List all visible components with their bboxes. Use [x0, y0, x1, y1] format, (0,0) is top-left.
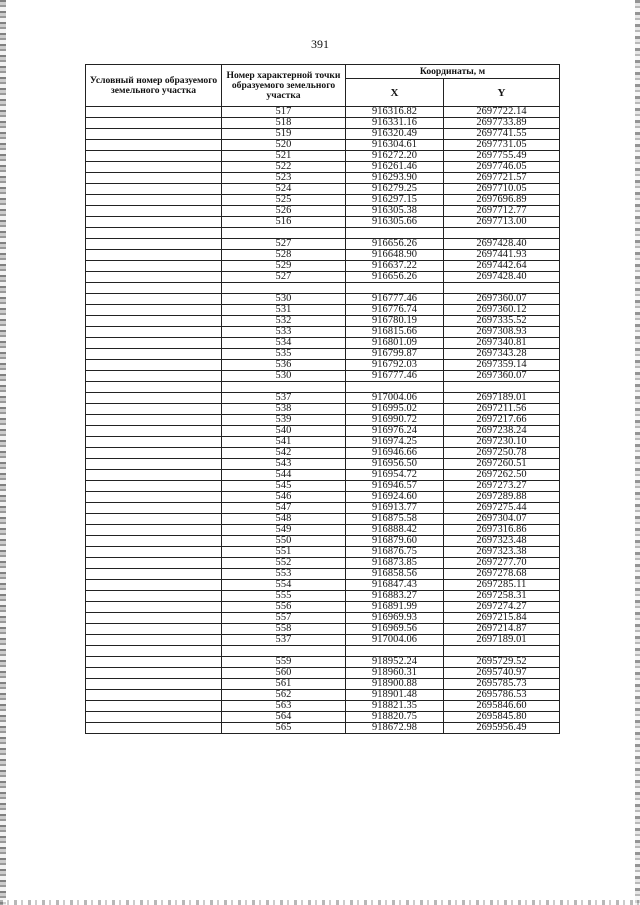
x-coordinate-cell: 916777.46 [346, 294, 444, 305]
table-row [86, 679, 560, 690]
x-coordinate-cell: 916320.49 [346, 129, 444, 140]
point-number-cell: 533 [222, 327, 346, 338]
plot-cell [86, 712, 222, 723]
table-row [86, 624, 560, 635]
table-row [86, 338, 560, 349]
y-coordinate-cell: 2697360.07 [444, 294, 560, 305]
table-row [86, 162, 560, 173]
scan-edge-left [0, 0, 6, 905]
y-coordinate-cell: 2697731.05 [444, 140, 560, 151]
y-coordinate-cell: 2697274.27 [444, 602, 560, 613]
y-coordinate-cell: 2697721.57 [444, 173, 560, 184]
x-coordinate-cell: 916656.26 [346, 239, 444, 250]
x-coordinate-cell: 916847.43 [346, 580, 444, 591]
plot-cell [86, 393, 222, 404]
x-coordinate-cell: 918820.75 [346, 712, 444, 723]
table-row [86, 459, 560, 470]
plot-cell [86, 701, 222, 712]
x-coordinate-cell: 916891.99 [346, 602, 444, 613]
table-row [86, 415, 560, 426]
y-coordinate-cell: 2697323.38 [444, 547, 560, 558]
point-number-cell: 553 [222, 569, 346, 580]
point-number-cell: 561 [222, 679, 346, 690]
y-coordinate-cell: 2697262.50 [444, 470, 560, 481]
table-row [86, 712, 560, 723]
plot-cell [86, 602, 222, 613]
y-coordinate-cell: 2697214.87 [444, 624, 560, 635]
table-row [86, 184, 560, 195]
table-row [86, 602, 560, 613]
table-row [86, 503, 560, 514]
x-coordinate-cell: 918952.24 [346, 657, 444, 668]
plot-cell [86, 327, 222, 338]
x-coordinate-cell: 916913.77 [346, 503, 444, 514]
x-coordinate-cell: 916956.50 [346, 459, 444, 470]
y-coordinate-cell: 2697755.49 [444, 151, 560, 162]
header-y: Y [444, 79, 560, 107]
point-number-cell: 563 [222, 701, 346, 712]
table-row [86, 228, 560, 239]
plot-cell [86, 459, 222, 470]
page-number: 391 [311, 37, 329, 51]
plot-cell [86, 294, 222, 305]
table-row [86, 349, 560, 360]
y-coordinate-cell: 2695786.53 [444, 690, 560, 701]
y-coordinate-cell: 2697289.88 [444, 492, 560, 503]
table-row [86, 470, 560, 481]
x-coordinate-cell: 916946.66 [346, 448, 444, 459]
x-coordinate-cell: 916648.90 [346, 250, 444, 261]
y-coordinate-cell: 2695740.97 [444, 668, 560, 679]
table-row [86, 690, 560, 701]
plot-cell [86, 613, 222, 624]
y-coordinate-cell: 2697217.66 [444, 415, 560, 426]
y-coordinate-cell: 2697316.86 [444, 525, 560, 536]
point-number-cell: 549 [222, 525, 346, 536]
plot-cell [86, 525, 222, 536]
y-coordinate-cell: 2697359.14 [444, 360, 560, 371]
plot-cell [86, 514, 222, 525]
table-row [86, 393, 560, 404]
x-coordinate-cell: 918821.35 [346, 701, 444, 712]
point-number-cell: 528 [222, 250, 346, 261]
x-coordinate-cell: 916976.24 [346, 426, 444, 437]
plot-cell [86, 591, 222, 602]
y-coordinate-cell: 2697710.05 [444, 184, 560, 195]
point-number-cell: 540 [222, 426, 346, 437]
plot-cell [86, 580, 222, 591]
x-coordinate-cell: 916305.38 [346, 206, 444, 217]
point-number-cell: 534 [222, 338, 346, 349]
y-coordinate-cell: 2697285.11 [444, 580, 560, 591]
x-coordinate-cell: 916876.75 [346, 547, 444, 558]
table-row [86, 239, 560, 250]
x-coordinate-cell: 918672.98 [346, 723, 444, 734]
table-row [86, 492, 560, 503]
y-coordinate-cell: 2697428.40 [444, 272, 560, 283]
y-coordinate-cell: 2695785.73 [444, 679, 560, 690]
point-number-cell: 556 [222, 602, 346, 613]
x-coordinate-cell [346, 646, 444, 657]
table-row [86, 404, 560, 415]
plot-cell [86, 371, 222, 382]
x-coordinate-cell: 916946.57 [346, 481, 444, 492]
x-coordinate-cell: 916780.19 [346, 316, 444, 327]
point-number-cell: 560 [222, 668, 346, 679]
y-coordinate-cell: 2695956.49 [444, 723, 560, 734]
plot-cell [86, 382, 222, 393]
table-row [86, 514, 560, 525]
table-row [86, 195, 560, 206]
x-coordinate-cell: 918960.31 [346, 668, 444, 679]
point-number-cell [222, 228, 346, 239]
y-coordinate-cell: 2697273.27 [444, 481, 560, 492]
table-row [86, 701, 560, 712]
point-number-cell: 552 [222, 558, 346, 569]
table-row [86, 316, 560, 327]
plot-cell [86, 437, 222, 448]
plot-cell [86, 206, 222, 217]
plot-cell [86, 217, 222, 228]
y-coordinate-cell [444, 646, 560, 657]
point-number-cell: 558 [222, 624, 346, 635]
y-coordinate-cell: 2697258.31 [444, 591, 560, 602]
y-coordinate-cell: 2697741.55 [444, 129, 560, 140]
x-coordinate-cell: 916305.66 [346, 217, 444, 228]
point-number-cell: 524 [222, 184, 346, 195]
table-body [86, 107, 560, 734]
x-coordinate-cell [346, 283, 444, 294]
header-coordinates: Координаты, м [346, 65, 560, 79]
y-coordinate-cell: 2697696.89 [444, 195, 560, 206]
table-row [86, 448, 560, 459]
plot-cell [86, 547, 222, 558]
point-number-cell: 529 [222, 261, 346, 272]
point-number-cell: 518 [222, 118, 346, 129]
y-coordinate-cell: 2697428.40 [444, 239, 560, 250]
point-number-cell: 543 [222, 459, 346, 470]
y-coordinate-cell: 2697441.93 [444, 250, 560, 261]
header-plot-number: Условный номер образуемого земельного участка [86, 65, 222, 107]
table-row [86, 140, 560, 151]
table-row [86, 217, 560, 228]
table-row [86, 558, 560, 569]
y-coordinate-cell: 2697360.07 [444, 371, 560, 382]
x-coordinate-cell: 917004.06 [346, 635, 444, 646]
point-number-cell: 521 [222, 151, 346, 162]
table-row [86, 382, 560, 393]
point-number-cell: 539 [222, 415, 346, 426]
point-number-cell [222, 283, 346, 294]
plot-cell [86, 569, 222, 580]
point-number-cell: 531 [222, 305, 346, 316]
plot-cell [86, 624, 222, 635]
point-number-cell: 546 [222, 492, 346, 503]
plot-cell [86, 723, 222, 734]
table-row [86, 151, 560, 162]
point-number-cell: 536 [222, 360, 346, 371]
plot-cell [86, 250, 222, 261]
x-coordinate-cell [346, 228, 444, 239]
point-number-cell: 522 [222, 162, 346, 173]
y-coordinate-cell: 2697189.01 [444, 393, 560, 404]
point-number-cell: 527 [222, 272, 346, 283]
table-row [86, 646, 560, 657]
point-number-cell: 525 [222, 195, 346, 206]
table-row [86, 294, 560, 305]
plot-cell [86, 305, 222, 316]
point-number-cell: 565 [222, 723, 346, 734]
point-number-cell: 557 [222, 613, 346, 624]
y-coordinate-cell: 2697275.44 [444, 503, 560, 514]
y-coordinate-cell: 2697230.10 [444, 437, 560, 448]
plot-cell [86, 503, 222, 514]
y-coordinate-cell: 2697277.70 [444, 558, 560, 569]
point-number-cell: 548 [222, 514, 346, 525]
x-coordinate-cell: 916974.25 [346, 437, 444, 448]
y-coordinate-cell: 2697308.93 [444, 327, 560, 338]
plot-cell [86, 690, 222, 701]
x-coordinate-cell: 916801.09 [346, 338, 444, 349]
point-number-cell: 530 [222, 294, 346, 305]
point-number-cell: 555 [222, 591, 346, 602]
y-coordinate-cell: 2697746.05 [444, 162, 560, 173]
y-coordinate-cell: 2697733.89 [444, 118, 560, 129]
plot-cell [86, 261, 222, 272]
x-coordinate-cell: 916331.16 [346, 118, 444, 129]
y-coordinate-cell: 2697211.56 [444, 404, 560, 415]
x-coordinate-cell: 916777.46 [346, 371, 444, 382]
point-number-cell: 537 [222, 635, 346, 646]
table-row [86, 481, 560, 492]
y-coordinate-cell [444, 382, 560, 393]
point-number-cell: 542 [222, 448, 346, 459]
table-row [86, 250, 560, 261]
table-header-row [86, 65, 560, 79]
y-coordinate-cell: 2697323.48 [444, 536, 560, 547]
table-row [86, 525, 560, 536]
plot-cell [86, 558, 222, 569]
point-number-cell: 535 [222, 349, 346, 360]
plot-cell [86, 536, 222, 547]
point-number-cell: 562 [222, 690, 346, 701]
table-row [86, 723, 560, 734]
x-coordinate-cell: 916792.03 [346, 360, 444, 371]
table-row [86, 360, 560, 371]
x-coordinate-cell: 916875.58 [346, 514, 444, 525]
plot-cell [86, 470, 222, 481]
table-row [86, 206, 560, 217]
plot-cell [86, 195, 222, 206]
x-coordinate-cell: 916316.82 [346, 107, 444, 118]
x-coordinate-cell: 916297.15 [346, 195, 444, 206]
scan-edge-right [635, 0, 640, 905]
plot-cell [86, 239, 222, 250]
plot-cell [86, 415, 222, 426]
plot-cell [86, 272, 222, 283]
x-coordinate-cell: 916879.60 [346, 536, 444, 547]
table-row [86, 283, 560, 294]
table-row [86, 657, 560, 668]
point-number-cell: 523 [222, 173, 346, 184]
x-coordinate-cell: 916293.90 [346, 173, 444, 184]
x-coordinate-cell: 918901.48 [346, 690, 444, 701]
y-coordinate-cell: 2697335.52 [444, 316, 560, 327]
y-coordinate-cell: 2697360.12 [444, 305, 560, 316]
x-coordinate-cell: 916304.61 [346, 140, 444, 151]
table-row [86, 173, 560, 184]
y-coordinate-cell: 2697238.24 [444, 426, 560, 437]
y-coordinate-cell: 2697278.68 [444, 569, 560, 580]
point-number-cell: 545 [222, 481, 346, 492]
table-row [86, 437, 560, 448]
point-number-cell: 559 [222, 657, 346, 668]
x-coordinate-cell: 916995.02 [346, 404, 444, 415]
y-coordinate-cell: 2695845.80 [444, 712, 560, 723]
plot-cell [86, 481, 222, 492]
table-row [86, 371, 560, 382]
x-coordinate-cell: 916924.60 [346, 492, 444, 503]
coordinates-table [85, 64, 560, 734]
plot-cell [86, 657, 222, 668]
y-coordinate-cell: 2697189.01 [444, 635, 560, 646]
header-point-number: Номер характерной точки образуемого земельного участка [222, 65, 346, 107]
plot-cell [86, 173, 222, 184]
y-coordinate-cell: 2695729.52 [444, 657, 560, 668]
plot-cell [86, 151, 222, 162]
y-coordinate-cell [444, 228, 560, 239]
point-number-cell: 532 [222, 316, 346, 327]
x-coordinate-cell: 916990.72 [346, 415, 444, 426]
plot-cell [86, 184, 222, 195]
y-coordinate-cell: 2695846.60 [444, 701, 560, 712]
plot-cell [86, 316, 222, 327]
table-row [86, 118, 560, 129]
plot-cell [86, 492, 222, 503]
y-coordinate-cell: 2697722.14 [444, 107, 560, 118]
x-coordinate-cell: 916858.56 [346, 569, 444, 580]
table-row [86, 305, 560, 316]
x-coordinate-cell: 916656.26 [346, 272, 444, 283]
plot-cell [86, 338, 222, 349]
plot-cell [86, 635, 222, 646]
table-row [86, 580, 560, 591]
x-coordinate-cell: 916272.20 [346, 151, 444, 162]
point-number-cell: 550 [222, 536, 346, 547]
y-coordinate-cell: 2697442.64 [444, 261, 560, 272]
table-row [86, 591, 560, 602]
y-coordinate-cell: 2697304.07 [444, 514, 560, 525]
plot-cell [86, 679, 222, 690]
plot-cell [86, 349, 222, 360]
plot-cell [86, 426, 222, 437]
point-number-cell: 547 [222, 503, 346, 514]
table-row [86, 569, 560, 580]
point-number-cell: 554 [222, 580, 346, 591]
point-number-cell: 520 [222, 140, 346, 151]
plot-cell [86, 140, 222, 151]
plot-cell [86, 404, 222, 415]
y-coordinate-cell: 2697250.78 [444, 448, 560, 459]
x-coordinate-cell: 916969.56 [346, 624, 444, 635]
table-row [86, 613, 560, 624]
x-coordinate-cell: 916637.22 [346, 261, 444, 272]
x-coordinate-cell: 916261.46 [346, 162, 444, 173]
point-number-cell: 519 [222, 129, 346, 140]
x-coordinate-cell: 916279.25 [346, 184, 444, 195]
x-coordinate-cell: 917004.06 [346, 393, 444, 404]
x-coordinate-cell [346, 382, 444, 393]
point-number-cell: 526 [222, 206, 346, 217]
point-number-cell: 516 [222, 217, 346, 228]
scan-edge-bottom [0, 900, 640, 905]
point-number-cell: 551 [222, 547, 346, 558]
table-row [86, 635, 560, 646]
point-number-cell: 517 [222, 107, 346, 118]
point-number-cell: 527 [222, 239, 346, 250]
y-coordinate-cell: 2697215.84 [444, 613, 560, 624]
table-row [86, 668, 560, 679]
y-coordinate-cell: 2697340.81 [444, 338, 560, 349]
plot-cell [86, 668, 222, 679]
plot-cell [86, 646, 222, 657]
point-number-cell: 537 [222, 393, 346, 404]
table-row [86, 536, 560, 547]
plot-cell [86, 118, 222, 129]
y-coordinate-cell: 2697713.00 [444, 217, 560, 228]
point-number-cell [222, 382, 346, 393]
table-row [86, 129, 560, 140]
x-coordinate-cell: 916799.87 [346, 349, 444, 360]
table-row [86, 272, 560, 283]
point-number-cell: 538 [222, 404, 346, 415]
x-coordinate-cell: 916969.93 [346, 613, 444, 624]
header-x: X [346, 79, 444, 107]
x-coordinate-cell: 918900.88 [346, 679, 444, 690]
plot-cell [86, 283, 222, 294]
plot-cell [86, 448, 222, 459]
y-coordinate-cell: 2697343.28 [444, 349, 560, 360]
table-row [86, 547, 560, 558]
x-coordinate-cell: 916888.42 [346, 525, 444, 536]
x-coordinate-cell: 916815.66 [346, 327, 444, 338]
plot-cell [86, 162, 222, 173]
y-coordinate-cell: 2697712.77 [444, 206, 560, 217]
table-row [86, 426, 560, 437]
y-coordinate-cell: 2697260.51 [444, 459, 560, 470]
plot-cell [86, 360, 222, 371]
x-coordinate-cell: 916883.27 [346, 591, 444, 602]
x-coordinate-cell: 916954.72 [346, 470, 444, 481]
point-number-cell: 541 [222, 437, 346, 448]
plot-cell [86, 129, 222, 140]
plot-cell [86, 228, 222, 239]
point-number-cell [222, 646, 346, 657]
point-number-cell: 544 [222, 470, 346, 481]
y-coordinate-cell [444, 283, 560, 294]
point-number-cell: 564 [222, 712, 346, 723]
point-number-cell: 530 [222, 371, 346, 382]
x-coordinate-cell: 916776.74 [346, 305, 444, 316]
table-row [86, 107, 560, 118]
table-row [86, 327, 560, 338]
table-row [86, 261, 560, 272]
x-coordinate-cell: 916873.85 [346, 558, 444, 569]
plot-cell [86, 107, 222, 118]
